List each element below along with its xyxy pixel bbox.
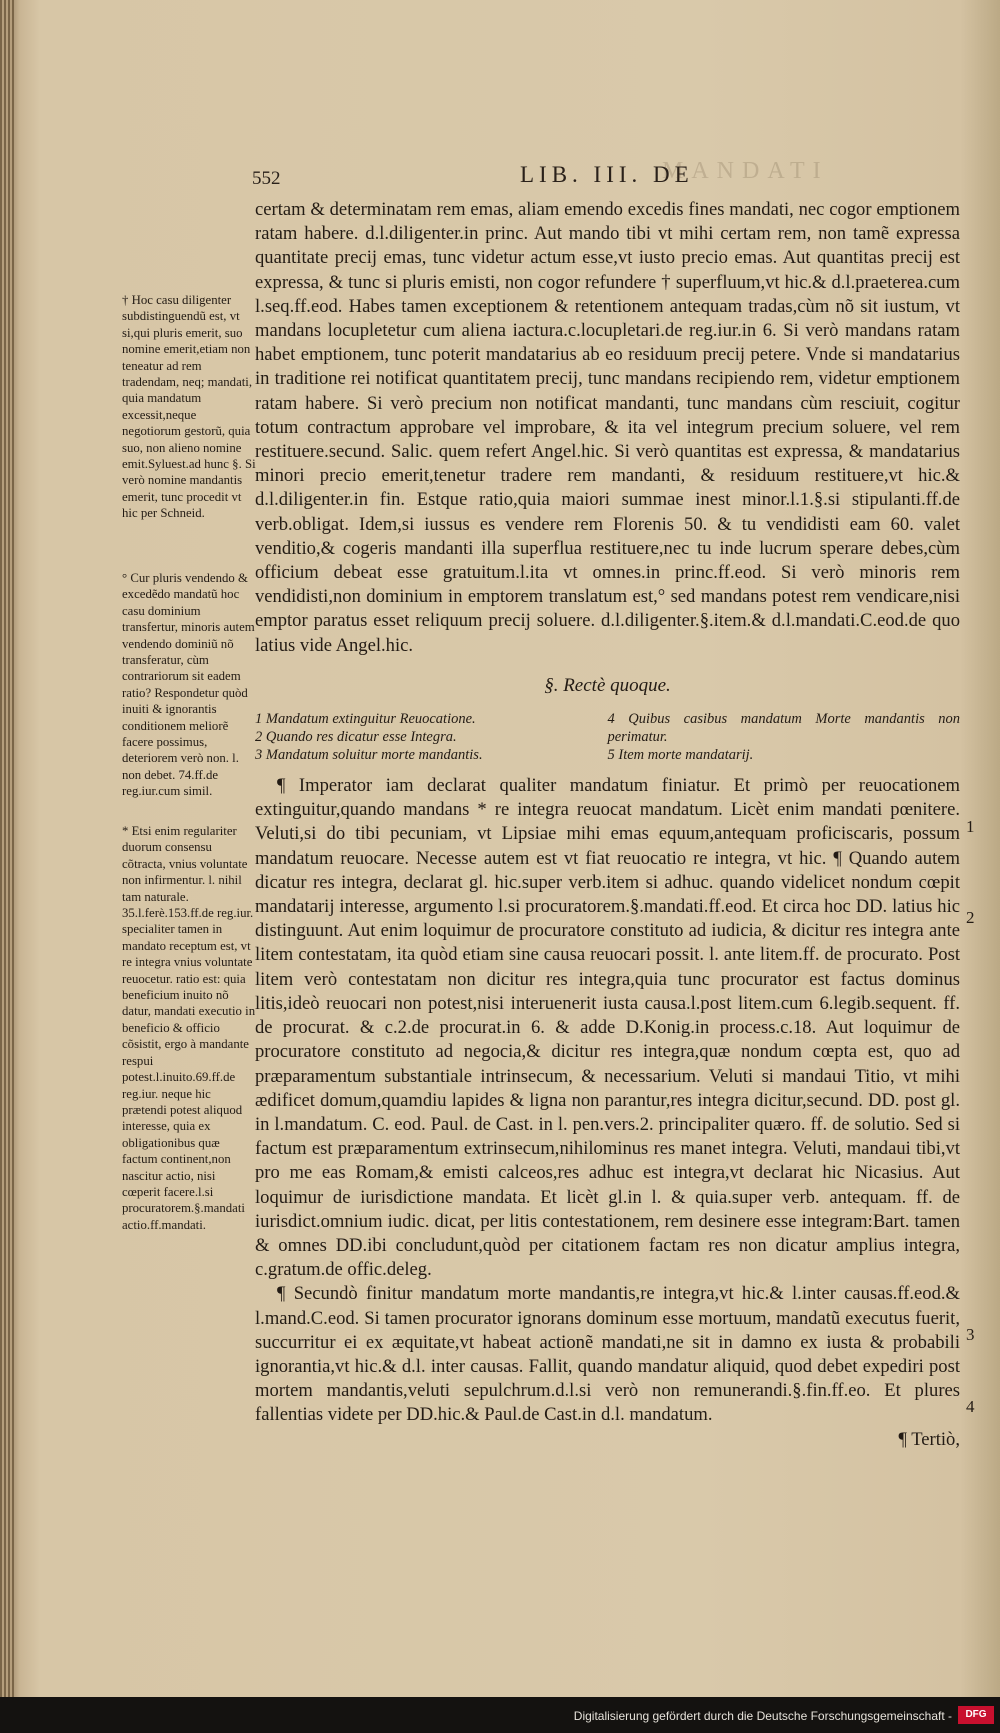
catchword: ¶ Tertiò, <box>898 1428 960 1450</box>
page-header <box>252 158 952 192</box>
summary-item: 1 Mandatum extinguitur Reuocatione. <box>255 711 476 728</box>
margin-number: 2 <box>966 908 975 927</box>
paragraph-3: ¶ Secundò finitur mandatum morte mandantis,re integra,vt hic.& l.inter causas.ff.eod.& l.mand.C.eod. Si tamen procurator ignorans dominum esse mortuum, mandatũ executus fuerit, succurritur ei ex æquitate,vt habeat actionẽ mandati,ne sit in damno ex iusta & probabili ignorantia,vt hic.& d.l. inter causas. Fallit, quando mandatur aliquid, quod debet expediri post mortem mandantis,veluti sepulchrum.d.l.si verò non remunerandi.§.fin.ff.eo. Et plures fallentias videte per DD.hic.& Paul.de Cast.in d.l. mandatum. <box>255 1283 960 1426</box>
dfg-logo: DFG <box>958 1706 994 1724</box>
digitization-credit: Digitalisierung gefördert durch die Deutsche Forschungsgemeinschaft - <box>573 1709 952 1723</box>
margin-note: † Hoc casu diligenter subdistinguendũ est, vt si,qui pluris emerit, suo nomine emerit,etiam non teneatur ad rem tradendam, neq; mandati, quia mandatum excessit,neque negotiorum gestorũ, quia suo, non alieno nomine emit.Syluest.ad hunc §. Si verò nomine mandantis emerit, tunc procedit vt hic per Schneid. <box>122 293 256 521</box>
summary-item: 3 Mandatum soluitur morte mandantis. <box>255 747 483 764</box>
page-number: 552 <box>252 168 281 189</box>
bleed-through-text: MANDATI <box>662 158 829 184</box>
paragraph-1: certam & determinatam rem emas, aliam emendo excedis fines mandati, nec cogor emptionem ratam habere. d.l.diligenter.in princ. Aut mando tibi vt mihi certam rem, non tamẽ expressa quantitate precij emas, tunc videtur actum esse,vt iusto precio emas. Aut quantitas precij est expressa, & tunc si pluris emisti, non cogor refundere † superfluum,vt hic.& d.l.praeterea.cum l.seq.ff.eod. Habes tamen exceptionem & retentionem antequam tradas,cùm nõ sit iustum, vt mandans locupletetur cum aliena iactura.c.locupletari.de reg.iur.in 6. Si verò mandans ratam habet emptionem, tunc poterit mandatarius ab eo residuum precij petere. Vnde si mandatarius in traditione rei notificat quantitatem precij, tunc mandans recipiendo rem, videtur emptionem ratam habere. Si verò precium non notificat mandanti, tunc mandans cùm resciuit, cogitur totum contractum approbare vel improbare, & ita vel integrum precium soluere, vel rem restituere.secund. Salic. quem refert Angel.hic. Si verò quantitas est expressa, & mandatarius minori precio emerit,tenetur tradere rem mandanti, & residuum restituere,vt hic.& d.l.diligenter.in fin. Estque ratio,quia maiori summae inest minor.l.1.§.si stipulanti.ff.de verb.obligat. Idem,si iussus es vendere rem Florenis 50. & tu vendidisti eam 60. valet venditio,& cogeris mandanti illa superflua restituere,nec tu inde lucrum sperare debes,cùm officium debeat esse gratuitum.l.ita vt omnes.in princ.ff.eod. Si verò minoris rem vendidisti,non dominium in emptorem translatum est,° sed mandans potest rem vendicare,nisi emptor paratus esset reliquum precij soluere. d.l.diligenter.§.item.& d.l.mandati.C.eod.de quo latius vide Angel.hic. <box>255 199 960 656</box>
main-text-column <box>255 198 960 1452</box>
margin-note: * Etsi enim regulariter duorum consensu cõtracta, vnius voluntate non infirmentur. l. nihil tam naturale. 35.l.ferè.153.ff.de reg.iur. specialiter tamen in mandato receptum est, vt re integra vnius voluntate reuocetur. ratio est: quia beneficium inuito nõ datur, mandati executio in beneficio & officio cõsistit, ergo à mandante respui potest.l.inuito.69.ff.de reg.iur. neque hic prætendi potest aliquod interesse, quia ex obligationibus quæ factum continent,non nascitur actio, nisi cœperit facere.l.si procuratorem.§.mandati actio.ff.mandati. <box>122 824 256 1232</box>
book-page-edges <box>0 0 14 1733</box>
margin-number: 1 <box>966 817 975 836</box>
running-head: LIB. III. DE <box>520 162 694 187</box>
summary-item: 4 Quibus casibus mandatum Morte mandantis non perimatur. <box>607 711 960 746</box>
summary-left-column <box>255 710 608 764</box>
section-summary <box>255 710 960 764</box>
margin-number: 3 <box>966 1325 975 1344</box>
section-title: §. Rectè quoque. <box>544 674 671 696</box>
paragraph-2: ¶ Imperator iam declarat qualiter mandatum finiatur. Et primò per reuocationem extinguitur,quando mandans * re integra reuocat mandatum. Licèt enim mandati pœnitere. Veluti,si do tibi pecuniam, vt Lipsiae mihi emas equum,antequam proficiscaris, possum mandatum reuocare. Necesse autem est vt fiat reuocatio re integra, vt hic. ¶ Quando autem dicatur res integra, declarat gl. hic.super verb.item si adhuc. quando videlicet nondum cœpit mandatarij interesse, argumento l.si procuratorem.§.mandati.ff.eod. Et circa hoc DD. latius hic distinguunt. Aut enim loquimur de procuratore constituto ad iudicia, & dicitur res integra ante litem contestatam, ita quòd etiam sine causa reuocari possit. l. ante litem.ff. de procurato. Post litem verò contestatam non dicitur res integra,quia tunc procurator est factus dominus litis,ideò reuocari non potest,nisi interuenerit iusta causa.l.post litem.cum 6.legib.sequent. ff. de procurat. & c.2.de procurat.in 6. & adde D.Konig.in process.c.18. Aut loquimur de procuratore constituto ad negocia,& dicitur res integra,quæ nondum cœpta est, quo ad præparamentum substantiale intrinsecum, & necessarium. Veluti si mandaui Titio, vt mihi ædificet domum,quamdiu lapides & ligna non parantur,res integra dicitur,secund. DD. post gl. in l.mandatum. C. eod. Paul. de Cast. in l. pen.vers.2. principaliter quæro. ff. de solutio. Sed si factum est præparamentum extrinsecum,nihilominus res manet integra. Veluti, mandaui tibi,vt pro me eas Romam,& emisti calceos,res adhuc est integra,vt declarat hic Nicasius. Aut loquimur de iurisdictione mandata. Et licèt gl.in l. & quia.super verb. antequam. ff. de iurisdict.omnium iudic. dicat, per litis contestationem, rem desinere esse integram:Bart. tamen & omnes DD.ibi concludunt,quòd per citationem factam res non dicatur amplius integra, c.gratum.de offic.deleg. <box>255 775 960 1281</box>
summary-right-column <box>608 710 961 764</box>
margin-number: 4 <box>966 1397 975 1416</box>
margin-note: ° Cur pluris vendendo & excedẽdo mandatũ hoc casu dominium transfertur, minoris autem vendendo dominiũ nõ transferatur, cùm contrariorum sit eadem ratio? Respondetur quòd inuiti & ignorantis conditionem meliorẽ facere possimus, deteriorem verò non. l. non debet. 74.ff.de reg.iur.cum simil. <box>122 571 255 799</box>
summary-item: 5 Item morte mandatarij. <box>607 747 754 764</box>
summary-item: 2 Quando res dicatur esse Integra. <box>255 729 457 746</box>
